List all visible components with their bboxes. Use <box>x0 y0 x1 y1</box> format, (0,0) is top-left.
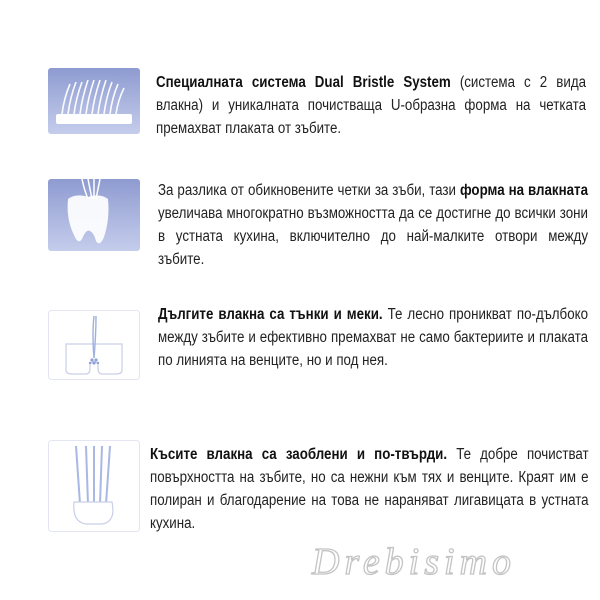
feature-text: Дългите влакна са тънки и меки. Те лесно проникват по-дълбоко между зъбите и ефективно премахват не само бактериите и плаката по линията на венците, но и под нея. <box>158 306 589 369</box>
feature-bold: Специалната система Dual Bristle System <box>156 74 451 91</box>
feature-bold: форма на влакната <box>459 182 589 199</box>
feature-text: Късите влакна са заоблени и по-твърди. Те добре почистват повърхността на зъбите, но са нежни към тях и венците. Краят им е полиран и благодарение на това не нараняват лигавицата в устната кухина. <box>150 446 589 532</box>
long-bristle-icon <box>48 310 140 380</box>
feature-text: Специалната система Dual Bristle System (система с 2 вида влакна) и уникалната почистваща U-образна форма на четката премахват плаката от зъбите. <box>156 74 587 137</box>
feature-bold: Дългите влакна са тънки и меки. <box>158 306 383 323</box>
drebisimo-logo <box>308 538 593 586</box>
bristle-u-shape-icon <box>48 68 140 134</box>
feature-text: За разлика от обикновените четки за зъби, тази форма на влакната увеличава многократно възможността да се достигне до всички зони в устната кухина, включително до най-малките отвори между зъбите. <box>158 182 589 268</box>
short-bristles-icon <box>48 440 140 532</box>
feature-bold: Късите влакна са заоблени и по-твърди. <box>150 446 448 463</box>
tooth-bristles-icon <box>48 179 140 251</box>
watermark-text: Drebisimo <box>312 541 517 583</box>
